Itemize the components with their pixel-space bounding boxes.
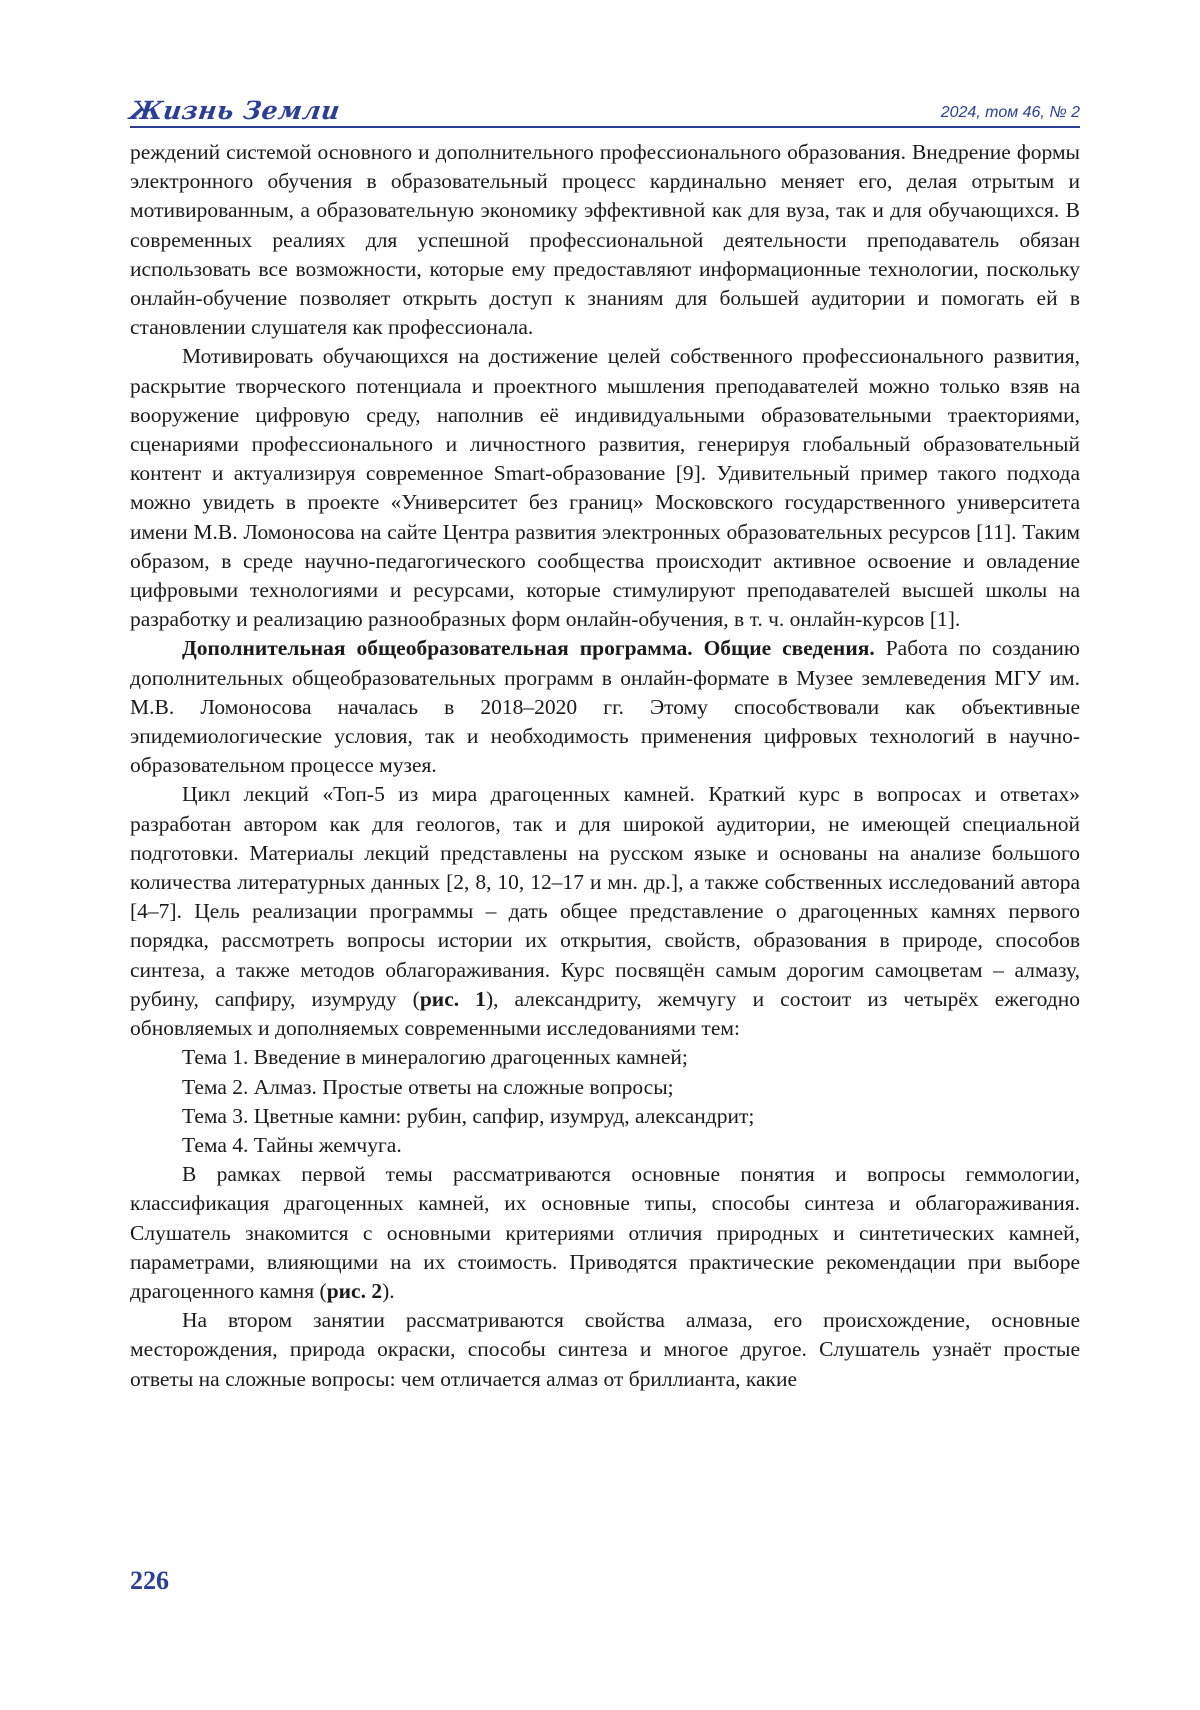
issue-info: 2024, том 46, № 2: [940, 104, 1080, 121]
topic-item: Тема 2. Алмаз. Простые ответы на сложные вопросы;: [182, 1074, 674, 1099]
paragraph-text: В рамках первой темы рассматриваются основные понятия и вопросы геммологии, классификация драгоценных камней, их основные типы, способы синтеза и облагораживания. Слушатель знакомится с основными критериями отличия природных и синтетических камней, параметрами, влияющими на их стоимость. Приводятся практические рекомендации при выборе драгоценного камня (: [130, 1162, 1080, 1303]
paragraph-text: Цикл лекций «Топ-5 из мира драгоценных камней. Краткий курс в вопросах и ответах» разработан автором как для геологов, так и для широкой аудитории, не имеющей специальной подготовки. Материалы лекций представлены на русском языке и основаны на анализе большого количества литературных данных [2, 8, 10, 12–17 и мн. др.], а также собственных исследований автора [4–7]. Цель реализации программы – дать общее представление о драгоценных камнях первого порядка, рассмотреть вопросы истории их открытия, свойств, образования в природе, способов синтеза, а также методов облагораживания. Курс посвящён самым дорогим самоцветам – алмазу, рубину, сапфиру, изумруду (: [130, 782, 1080, 1011]
figure-ref: рис. 1: [419, 986, 486, 1011]
topic-item: Тема 3. Цветные камни: рубин, сапфир, изумруд, александрит;: [182, 1103, 755, 1128]
figure-ref: рис. 2: [326, 1278, 383, 1303]
section-heading: Дополнительная общеобразовательная программа. Общие сведения.: [182, 636, 875, 661]
journal-logo: Жизнь Земли: [127, 96, 343, 125]
page-number: 226: [130, 1566, 169, 1595]
header-rule: [130, 126, 1080, 128]
paragraph-text: Работа по созданию дополнительных общеобразовательных программ в онлайн-формате в Музее землеведения МГУ им. М.В. Ломоносова началась в 2018–2020 гг. Этому способствовали как объективные эпидемиологические условия, так и необходимость применения цифровых технологий в научно-образовательном процессе музея.: [130, 636, 1080, 778]
running-header: [127, 96, 1080, 130]
paragraph: реждений системой основного и дополнительного профессионального образования. Внедрение формы электронного обучения в образовательный процесс кардинально меняет его, делая отрытым и мотивированным, а образовательную экономику эффективной как для вуза, так и для обучающихся. В современных реалиях для успешной профессиональной деятельности преподаватель обязан использовать все возможности, которые ему предоставляют информационные технологии, поскольку онлайн-обучение позволяет открыть доступ к знаниям для большей аудитории и помогать ей в становлении слушателя как профессионала.: [130, 140, 1080, 340]
paragraph: [130, 780, 1080, 1043]
paragraph-text: ), александриту, жемчугу и состоит из четырёх ежегодно обновляемых и дополняемых современными исследованиями тем:: [130, 986, 1081, 1041]
paragraph: [130, 1160, 1080, 1306]
paragraph: На втором занятии рассматриваются свойства алмаза, его происхождение, основные месторождения, природа окраски, способы синтеза и многое другое. Слушатель узнаёт простые ответы на сложные вопросы: чем отличается алмаз от бриллианта, какие: [130, 1308, 1080, 1391]
paragraph-text: ).: [382, 1278, 395, 1303]
paragraph: [130, 634, 1080, 780]
topic-item: Тема 1. Введение в минералогию драгоценных камней;: [182, 1045, 688, 1070]
article-body: [130, 138, 1080, 1394]
paragraph: Мотивировать обучающихся на достижение целей собственного профессионального развития, раскрытие творческого потенциала и проектного мышления преподавателей можно только взяв на вооружение цифровую среду, наполнив её индивидуальными образовательными траекториями, сценариями профессионального и личностного развития, генерируя глобальный образовательный контент и актуализируя современное Smart-образование [9]. Удивительный пример такого подхода можно увидеть в проекте «Университет без границ» Московского государственного университета имени М.В. Ломоносова на сайте Центра развития электронных образовательных ресурсов [11]. Таким образом, в среде научно-педагогического сообщества происходит активное освоение и овладение цифровыми технологиями и ресурсами, которые стимулируют преподавателей высшей школы на разработку и реализацию разнообразных форм онлайн-обучения, в т. ч. онлайн-курсов [1].: [130, 344, 1080, 632]
topic-item: Тема 4. Тайны жемчуга.: [182, 1132, 402, 1157]
